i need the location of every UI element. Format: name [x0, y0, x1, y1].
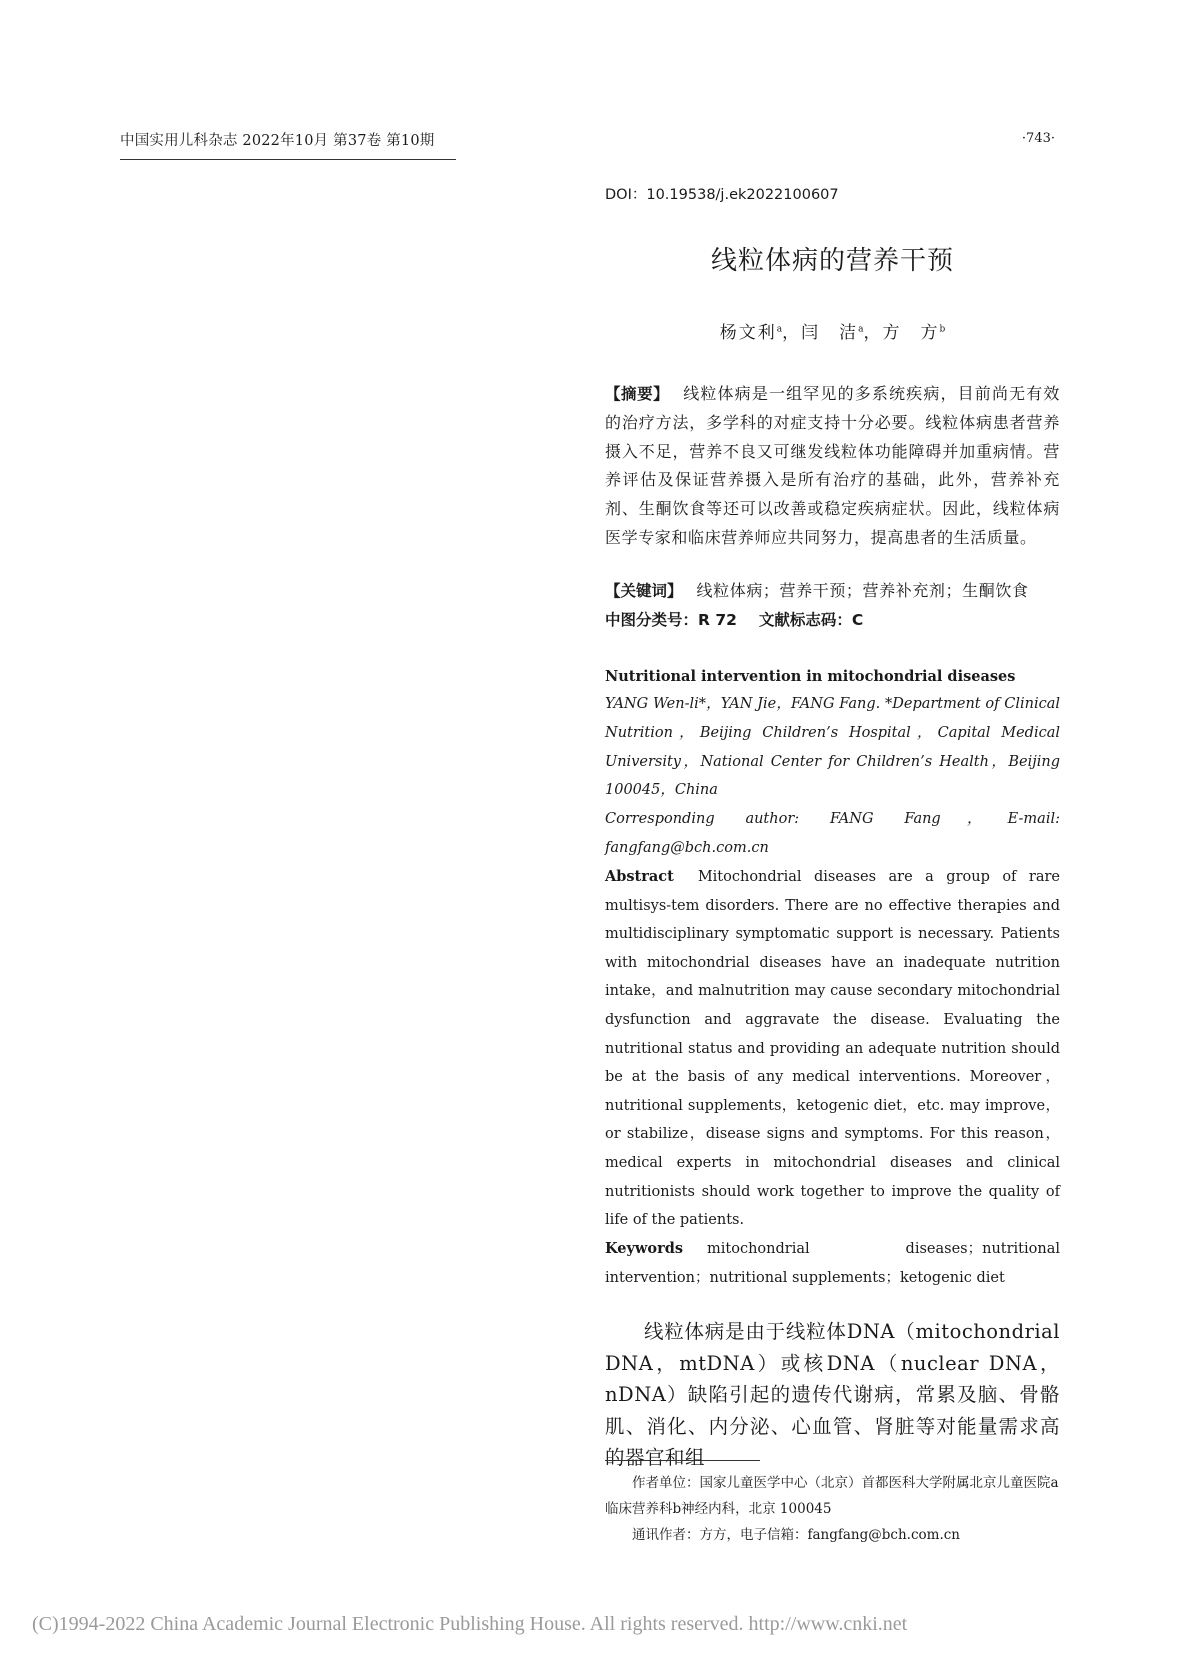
body-paragraph: 线粒体病是由于线粒体DNA（mitochondrial DNA，mtDNA）或核DNA（nuclear DNA，nDNA）缺陷引起的遗传代谢病，常累及脑、骨骼肌、消化、内分泌、心血管、肾脏等对能量需求高的器官和组 [605, 1320, 1060, 1470]
classification-line [605, 608, 1060, 630]
affiliation-mark: b [939, 324, 946, 335]
author-separator: ， [782, 323, 802, 343]
author-name: 杨文利 [719, 323, 777, 343]
chinese-keywords [605, 578, 1060, 601]
abstract-label: 【摘要】 [605, 385, 670, 403]
clc-number: 中图分类号：R 72 [605, 611, 737, 629]
english-abstract [605, 863, 1060, 1235]
corresponding-author-note: 通讯作者：方方，电子信箱：fangfang@bch.com.cn [632, 1527, 960, 1543]
page-number: ·743· [1021, 131, 1055, 146]
document-code: 文献标志码：C [758, 611, 864, 629]
english-keywords-label: Keywords [605, 1240, 684, 1257]
author-affiliation: 作者单位：国家儿童医学中心（北京）首都医科大学附属北京儿童医院a临床营养科b神经内科，北京 100045 [605, 1475, 1059, 1517]
english-corresponding-author: Corresponding author: FANG Fang，E-mail: fangfang@bch.com.cn [605, 811, 1060, 856]
author-list [605, 318, 1060, 343]
running-header: 中国实用儿科杂志 2022年10月 第37卷 第10期 [120, 129, 456, 160]
author-name: 方 方 [882, 323, 940, 343]
footnote-divider [605, 1460, 760, 1461]
english-keywords-text: mitochondrial diseases；nutritional intervention；nutritional supplements；ketogenic diet [605, 1241, 1060, 1286]
chinese-abstract [605, 380, 1060, 553]
english-abstract-text: Mitochondrial diseases are a group of rare multisys-tem disorders. There are no effective therapies and multidisciplinary symptomatic support is necessary. Patients with mitochondrial diseases have an inadequate nutrition intake，and malnutrition may cause secondary mitochondrial dysfunction and aggravate the disease. Evaluating the nutritional status and providing an adequate nutrition should be at the basis of any medical interventions. Moreover，nutritional supplements，ketogenic diet，etc. may improve，or stabilize，disease signs and symptoms. For this reason，medical experts in mitochondrial diseases and clinical nutritionists should work together to improve the quality of life of the patients. [605, 869, 1060, 1229]
affiliation-mark: a [776, 324, 783, 335]
affiliation-mark: a [858, 324, 864, 335]
keywords-text: 线粒体病；营养干预；营养补充剂；生酮饮食 [696, 581, 1029, 600]
author-name: 闫 洁 [801, 323, 859, 343]
keywords-label: 【关键词】 [605, 582, 683, 600]
author-separator: ， [863, 323, 883, 343]
footnote [605, 1470, 1060, 1548]
english-keywords [605, 1235, 1060, 1292]
english-abstract-label: Abstract [605, 868, 674, 885]
abstract-text: 线粒体病是一组罕见的多系统疾病，目前尚无有效的治疗方法，多学科的对症支持十分必要。线粒体病患者营养摄入不足，营养不良又可继发线粒体功能障碍并加重病情。营养评估及保证营养摄入是所有治疗的基础，此外，营养补充剂、生酮饮食等还可以改善或稳定疾病症状。因此，线粒体病医学专家和临床营养师应共同努力，提高患者的生活质量。 [605, 384, 1060, 547]
english-authors: YANG Wen-li*，YAN Jie，FANG Fang. *Department of Clinical Nutrition，Beijing Children’s Hospital，Capital Medical University，National Center for Children’s Health，Beijing 100045，China [605, 696, 1060, 799]
copyright-watermark: (C)1994-2022 China Academic Journal Electronic Publishing House. All rights reserved. http://www.cnki.net [32, 1613, 908, 1635]
article-title: 线粒体病的营养干预 [710, 246, 954, 276]
doi[interactable]: DOI：10.19538/j.ek2022100607 [605, 187, 839, 203]
english-author-info [605, 690, 1060, 863]
english-title: Nutritional intervention in mitochondrial diseases [605, 668, 1016, 685]
